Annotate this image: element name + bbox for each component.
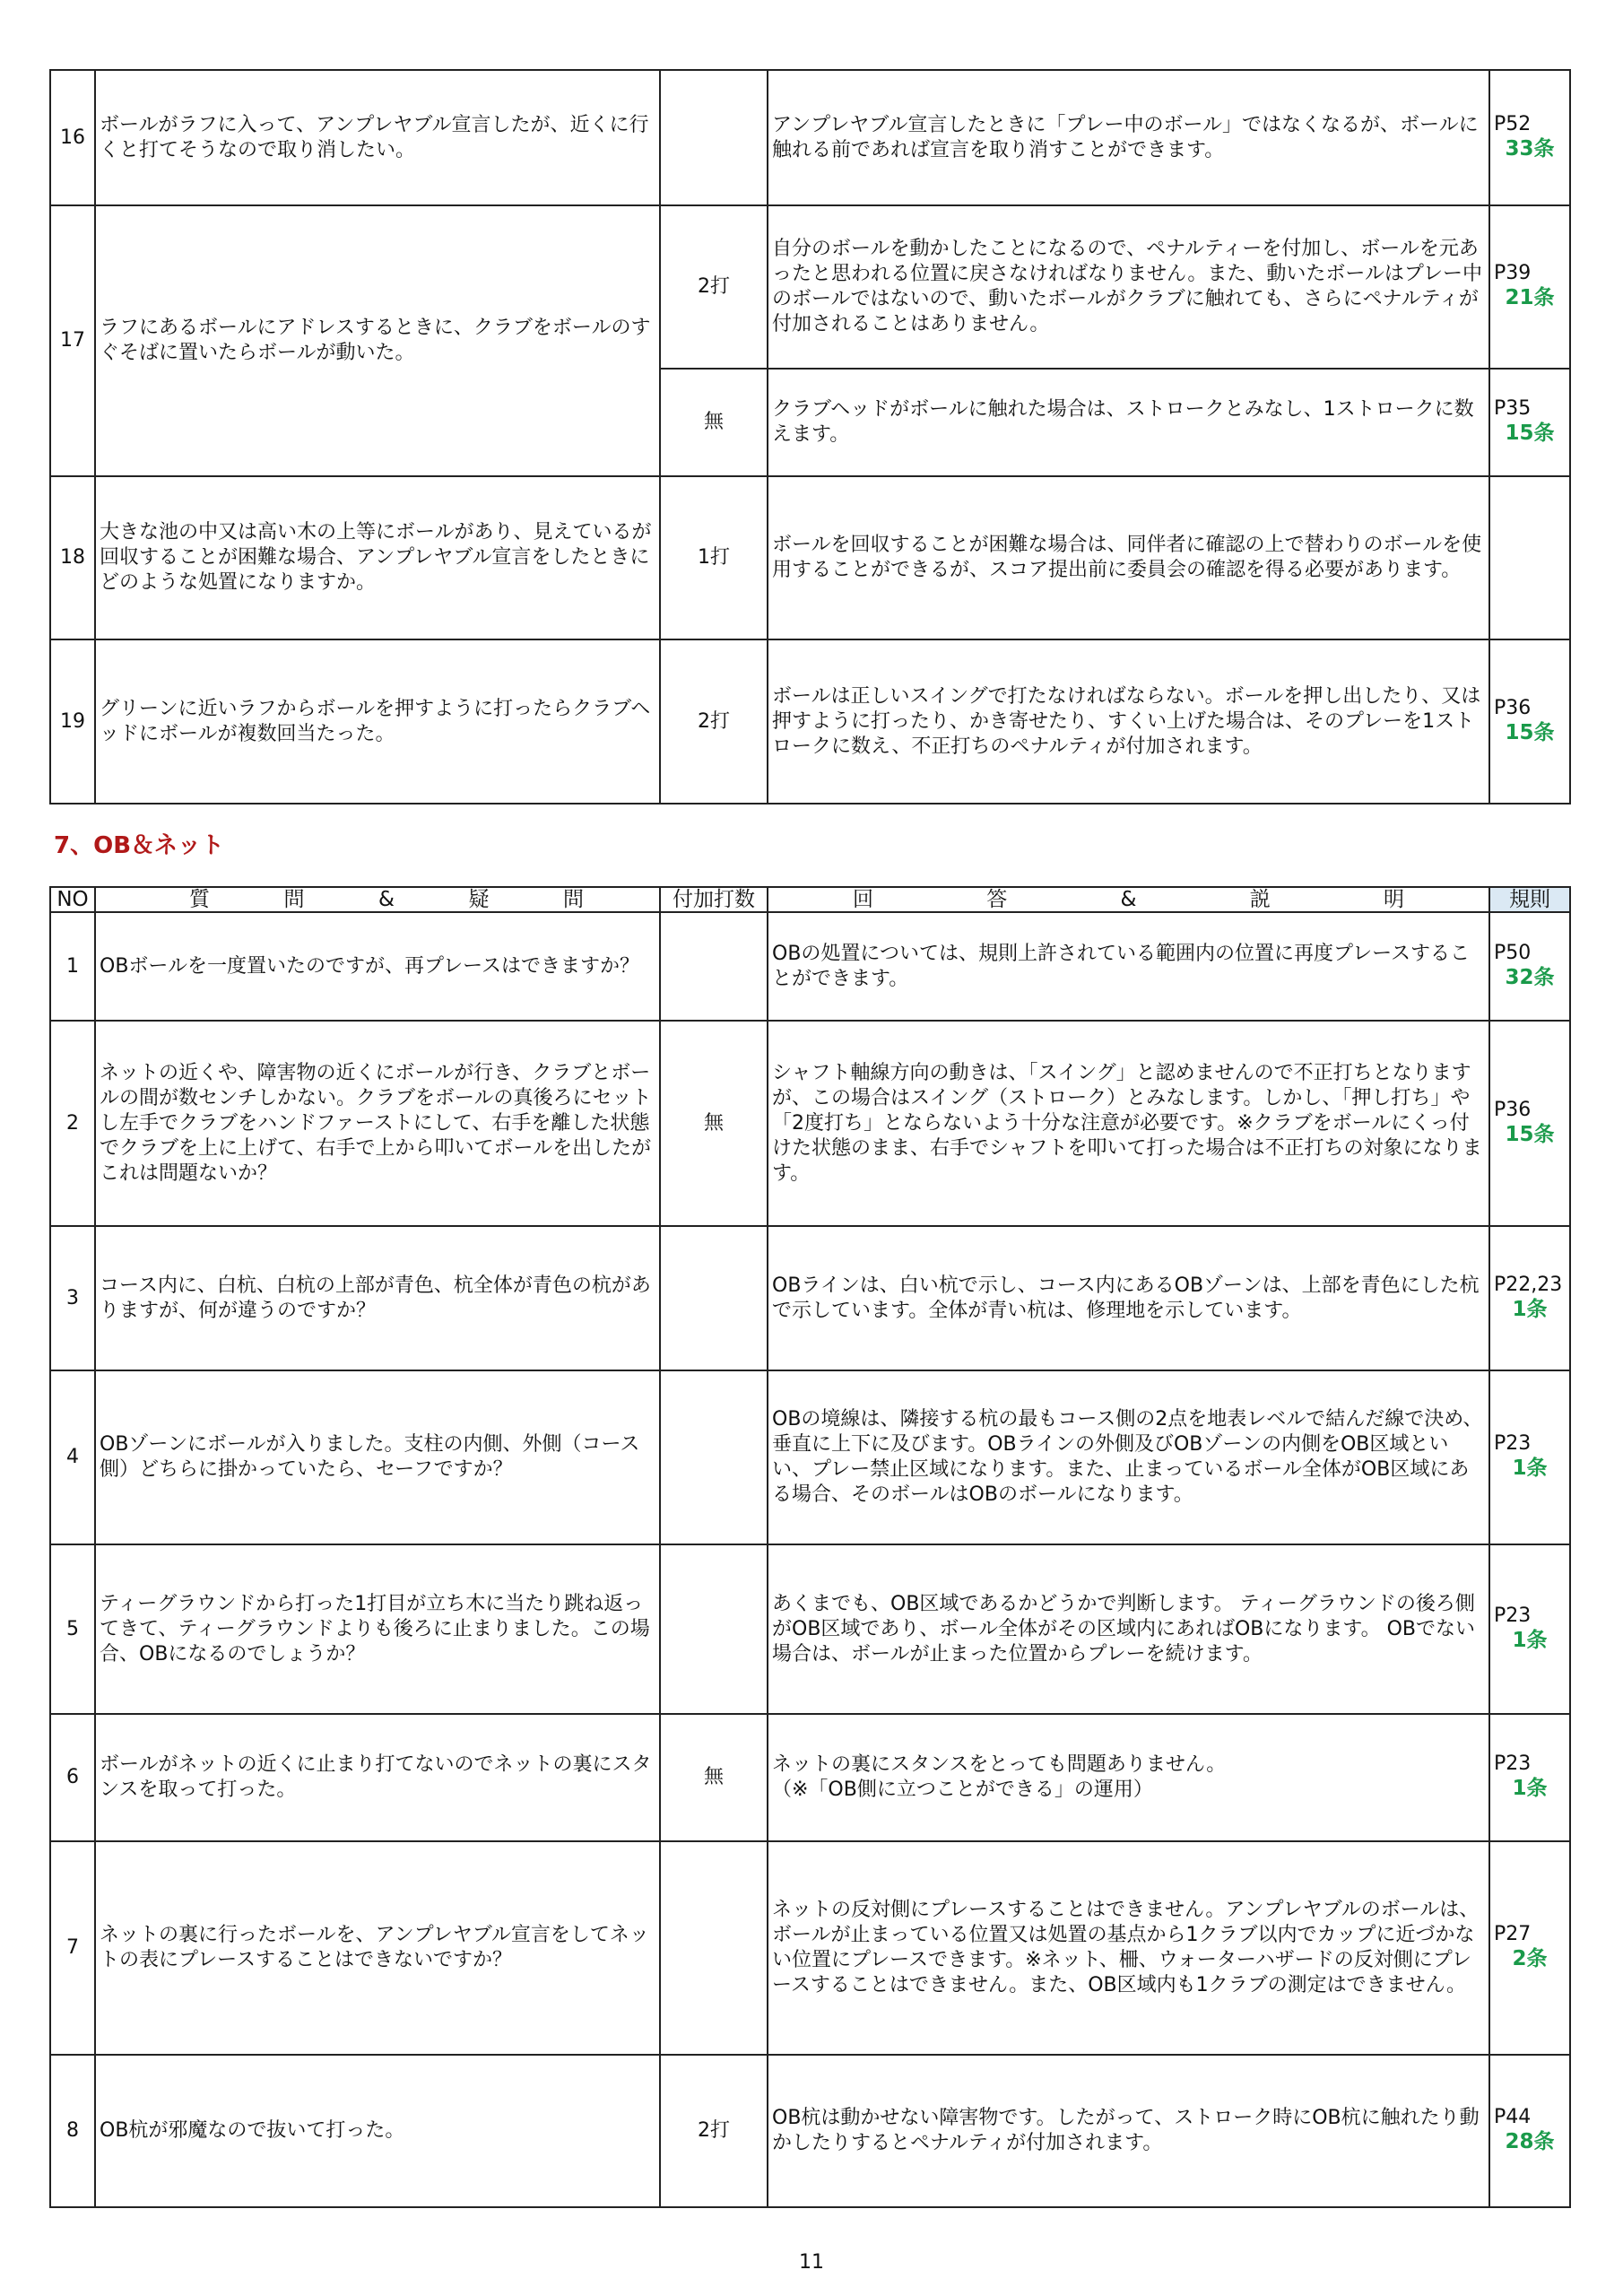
rule-cell <box>1489 476 1570 639</box>
rule-cell <box>1489 1226 1570 1370</box>
table-row <box>50 912 1570 1021</box>
header-penalty: 付加打数 <box>660 887 768 912</box>
rule-article: 1条 <box>1512 1457 1548 1480</box>
rule-cell <box>1489 912 1570 1021</box>
answer-cell: OB杭は動かせない障害物です。したがって、ストローク時にOB杭に触れたり動かしたりするとペナルティが付加されます。 <box>768 2055 1489 2207</box>
table-row <box>50 1226 1570 1370</box>
answer-cell: 自分のボールを動かしたことになるので、ペナルティーを付加し、ボールを元あったと思われる位置に戻さなければなりません。また、動いたボールはプレー中のボールではないので、動いたボールがクラブに触れても、さらにペナルティが付加されることはありません。 <box>768 205 1489 369</box>
rule-article: 15条 <box>1505 720 1555 744</box>
row-number: 6 <box>50 1714 95 1841</box>
header-question-char: 質 <box>189 888 210 911</box>
rule-page: P35 <box>1494 397 1532 420</box>
rule-page: P39 <box>1494 262 1532 284</box>
question-cell: コース内に、白杭、白杭の上部が青色、杭全体が青色の杭がありますが、何が違うのですか？ <box>95 1226 660 1370</box>
penalty-cell: 2打 <box>660 205 768 369</box>
rule-article: 33条 <box>1505 136 1555 161</box>
header-question-char: 疑 <box>468 888 490 911</box>
rule-cell <box>1489 205 1570 369</box>
rule-article: 15条 <box>1505 1122 1555 1146</box>
question-cell: グリーンに近いラフからボールを押すように打ったらクラブヘッドにボールが複数回当たった。 <box>95 639 660 804</box>
row-number: 8 <box>50 2055 95 2207</box>
answer-cell: OBの処置については、規則上許されている範囲内の位置に再度プレースすることができます。 <box>768 912 1489 1021</box>
header-no: NO <box>50 887 95 912</box>
qa-table-ob-net <box>49 886 1571 2208</box>
header-answer-char: 回 <box>853 888 873 911</box>
question-cell: ボールがラフに入って、アンプレヤブル宣言したが、近くに行くと打てそうなので取り消したい。 <box>95 70 660 205</box>
rule-page: P50 <box>1494 941 1532 964</box>
row-number: 7 <box>50 1841 95 2055</box>
rule-page: P36 <box>1494 696 1532 719</box>
penalty-cell: 無 <box>660 1021 768 1226</box>
row-number: 18 <box>50 476 95 639</box>
header-question-char: 問 <box>283 888 305 911</box>
table-row <box>50 205 1570 369</box>
penalty-cell: 無 <box>660 1714 768 1841</box>
question-cell: OBボールを一度置いたのですが、再プレースはできますか？ <box>95 912 660 1021</box>
penalty-cell: 無 <box>660 369 768 476</box>
rule-article: 2条 <box>1512 1947 1548 1970</box>
table-header-row <box>50 887 1570 912</box>
question-cell: ラフにあるボールにアドレスするときに、クラブをボールのすぐそばに置いたらボールが動いた。 <box>95 205 660 476</box>
section-title: 7、OB＆ネット <box>54 832 225 859</box>
penalty-cell <box>660 912 768 1021</box>
rule-cell <box>1489 70 1570 205</box>
qa-table-continued <box>49 69 1571 804</box>
answer-cell: ボールは正しいスイングで打たなければならない。ボールを押し出したり、又は押すように打ったり、かき寄せたり、すくい上げた場合は、そのプレーを1ストロークに数え、不正打ちのペナルティが付加されます。 <box>768 639 1489 804</box>
header-answer-char: 答 <box>986 888 1008 911</box>
header-answer <box>768 887 1489 912</box>
table-row <box>50 1714 1570 1841</box>
row-number: 2 <box>50 1021 95 1226</box>
page-number: 11 <box>799 2251 824 2274</box>
row-number: 1 <box>50 912 95 1021</box>
answer-cell: OBラインは、白い杭で示し、コース内にあるOBゾーンは、上部を青色にした杭で示しています。全体が青い杭は、修理地を示しています。 <box>768 1226 1489 1370</box>
penalty-cell <box>660 1544 768 1714</box>
rule-cell <box>1489 639 1570 804</box>
answer-cell: クラブヘッドがボールに触れた場合は、ストロークとみなし、1ストロークに数えます。 <box>768 369 1489 476</box>
table-row <box>50 476 1570 639</box>
rule-cell <box>1489 1370 1570 1544</box>
row-number: 16 <box>50 70 95 205</box>
header-answer-char: 説 <box>1249 888 1271 911</box>
row-number: 5 <box>50 1544 95 1714</box>
penalty-cell <box>660 70 768 205</box>
penalty-cell <box>660 1841 768 2055</box>
rule-page: P22,23 <box>1494 1273 1563 1296</box>
rule-cell <box>1489 1021 1570 1226</box>
rule-article: 1条 <box>1512 1297 1548 1321</box>
answer-cell: OBの境線は、隣接する杭の最もコース側の2点を地表レベルで結んだ線で決め、垂直に上下に及びます。OBラインの外側及びOBゾーンの内側をOB区域といい、プレー禁止区域になります。また、止まっているボール全体がOB区域にある場合、そのボールはOBのボールになります。 <box>768 1370 1489 1544</box>
answer-cell: ネットの反対側にプレースすることはできません。アンプレヤブルのボールは、ボールが止まっている位置又は処置の基点から1クラブ以内でカップに近づかない位置にプレースできます。※ネット、柵、ウォーターハザードの反対側にプレースすることはできません。また、OB区域内も1クラブの測定はできません。 <box>768 1841 1489 2055</box>
table-row <box>50 1370 1570 1544</box>
table-row <box>50 1841 1570 2055</box>
question-cell: OB杭が邪魔なので抜いて打った。 <box>95 2055 660 2207</box>
rule-article: 1条 <box>1512 1777 1548 1800</box>
rule-page: P52 <box>1494 112 1532 135</box>
rule-cell <box>1489 1841 1570 2055</box>
rule-article: 32条 <box>1505 965 1555 989</box>
answer-cell: アンプレヤブル宣言したときに「プレー中のボール」ではなくなるが、ボールに触れる前であれば宣言を取り消すことができます。 <box>768 70 1489 205</box>
answer-cell: ボールを回収することが困難な場合は、同伴者に確認の上で替わりのボールを使用することができるが、スコア提出前に委員会の確認を得る必要があります。 <box>768 476 1489 639</box>
rule-article: 21条 <box>1505 286 1555 309</box>
header-answer-char: & <box>1120 888 1137 911</box>
rule-article: 28条 <box>1505 2130 1555 2153</box>
question-cell: OBゾーンにボールが入りました。支柱の内側、外側（コース側）どちらに掛かっていたら、セーフですか？ <box>95 1370 660 1544</box>
rule-cell <box>1489 369 1570 476</box>
rule-page: P36 <box>1494 1098 1532 1121</box>
penalty-cell: 2打 <box>660 2055 768 2207</box>
table-row <box>50 1544 1570 1714</box>
question-cell: ネットの近くや、障害物の近くにボールが行き、クラブとボールの間が数センチしかない。クラブをボールの真後ろにセットし左手でクラブをハンドファーストにして、右手を離した状態でクラブを上に上げて、右手で上から叩いてボールを出したがこれは問題ないか？ <box>95 1021 660 1226</box>
row-number: 17 <box>50 205 95 476</box>
question-cell: ティーグラウンドから打った1打目が立ち木に当たり跳ね返ってきて、ティーグラウンドよりも後ろに止まりました。この場合、OBになるのでしょうか？ <box>95 1544 660 1714</box>
row-number: 19 <box>50 639 95 804</box>
rule-page: P23 <box>1494 1752 1532 1775</box>
rule-article: 15条 <box>1505 422 1555 445</box>
question-cell: ネットの裏に行ったボールを、アンプレヤブル宣言をしてネットの表にプレースすることはできないですか？ <box>95 1841 660 2055</box>
table-row <box>50 70 1570 205</box>
header-question-char: 問 <box>563 888 584 911</box>
penalty-cell: 2打 <box>660 639 768 804</box>
question-cell: 大きな池の中又は高い木の上等にボールがあり、見えているが回収することが困難な場合、アンプレヤブル宣言をしたときにどのような処置になりますか。 <box>95 476 660 639</box>
table-row <box>50 639 1570 804</box>
row-number: 3 <box>50 1226 95 1370</box>
header-question-char: & <box>378 888 395 911</box>
table-row <box>50 2055 1570 2207</box>
penalty-cell <box>660 1226 768 1370</box>
question-cell: ボールがネットの近くに止まり打てないのでネットの裏にスタンスを取って打った。 <box>95 1714 660 1841</box>
rule-page: P27 <box>1494 1923 1532 1945</box>
rule-page: P44 <box>1494 2106 1532 2128</box>
rule-cell <box>1489 1714 1570 1841</box>
answer-cell: ネットの裏にスタンスをとっても問題ありません。 （※「OB側に立つことができる」の運用） <box>768 1714 1489 1841</box>
header-answer-char: 明 <box>1384 888 1404 911</box>
penalty-cell: 1打 <box>660 476 768 639</box>
row-number: 4 <box>50 1370 95 1544</box>
header-rule: 規則 <box>1489 887 1570 912</box>
rule-cell <box>1489 2055 1570 2207</box>
rule-cell <box>1489 1544 1570 1714</box>
table-row <box>50 1021 1570 1226</box>
rule-page: P23 <box>1494 1604 1532 1627</box>
header-question <box>95 887 660 912</box>
rule-page: P23 <box>1494 1432 1532 1455</box>
answer-cell: あくまでも、OB区域であるかどうかで判断します。 ティーグラウンドの後ろ側がOB区域であり、ボール全体がその区域内にあればOBになります。 OBでない場合は、ボールが止まった位置からプレーを続けます。 <box>768 1544 1489 1714</box>
penalty-cell <box>660 1370 768 1544</box>
rule-article: 1条 <box>1512 1628 1548 1652</box>
answer-cell: シャフト軸線方向の動きは、「スイング」と認めませんので不正打ちとなりますが、この場合はスイング（ストローク）とみなします。しかし、「押し打ち」や「2度打ち」とならないよう十分な注意が必要です。※クラブをボールにくっ付けた状態のまま、右手でシャフトを叩いて打った場合は不正打ちの対象になります。 <box>768 1021 1489 1226</box>
